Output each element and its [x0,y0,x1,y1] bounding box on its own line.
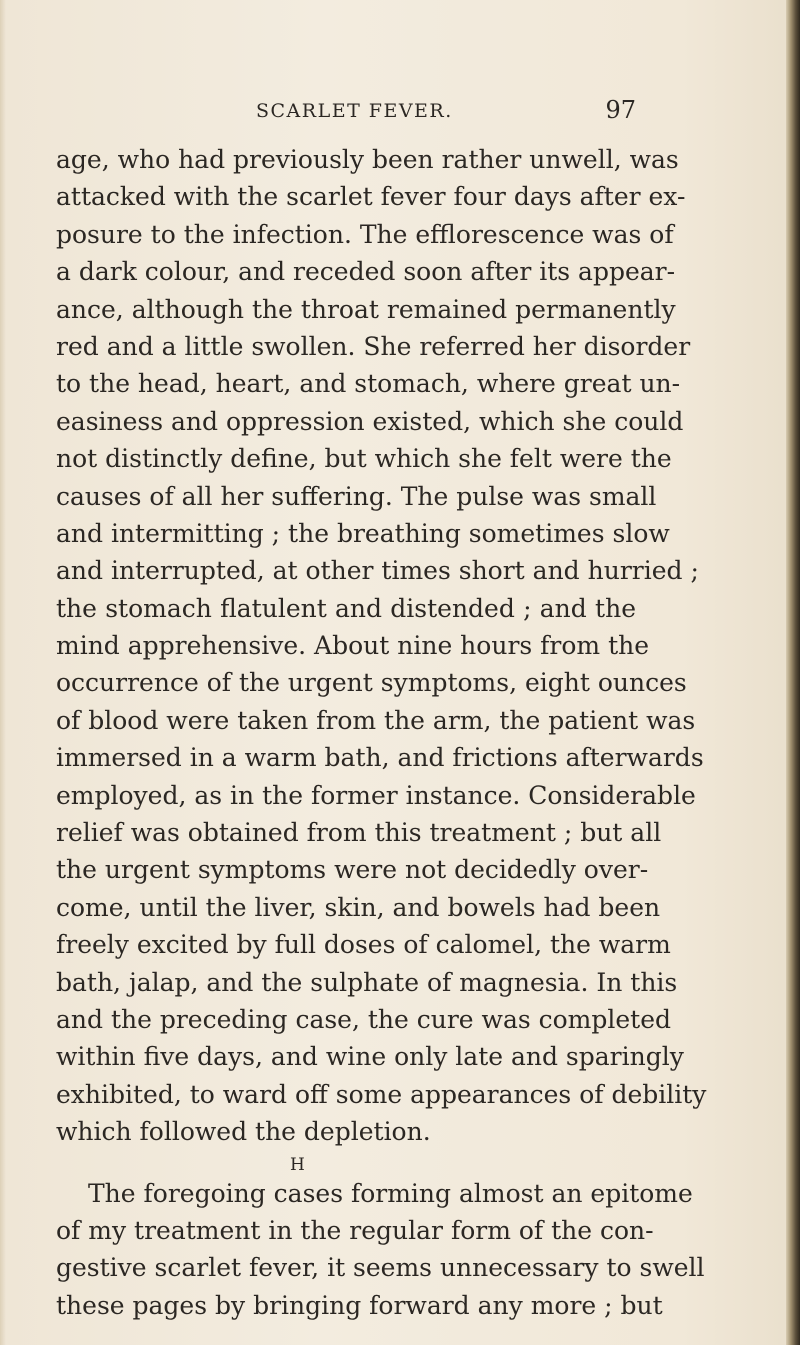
text-line: which followed the depletion. [56,1117,431,1147]
text-line: within five days, and wine only late and sparingly [56,1042,684,1072]
text-line: and interrupted, at other times short and hurried ; [56,556,699,586]
text-line: a dark colour, and receded soon after its appear- [56,257,676,287]
paragraph-2 [56,1175,705,1325]
text-line: ance, although the throat remained permanently [56,294,676,324]
text-line: of my treatment in the regular form of the con- [56,1215,654,1245]
text-line: of blood were taken from the arm, the patient was [56,705,696,735]
text-line: not distinctly define, but which she felt were the [56,444,672,474]
signature-mark: H [290,1155,306,1175]
text-line: immersed in a warm bath, and frictions afterwards [56,743,704,773]
running-title: SCARLET FEVER. [256,100,453,122]
text-line: employed, as in the former instance. Considerable [56,780,696,810]
text-line: to the head, heart, and stomach, where great un- [56,369,681,399]
text-line: attacked with the scarlet fever four days after ex- [56,182,686,212]
paragraph-gap [56,1151,636,1175]
text-line: come, until the liver, skin, and bowels had been [56,892,661,922]
page-binding-edge [786,0,800,1345]
text-line: the urgent symptoms were not decidedly over- [56,855,649,885]
text-line: gestive scarlet fever, it seems unnecessary to swell [56,1253,705,1283]
text-line: exhibited, to ward off some appearances of debility [56,1079,707,1109]
page-left-edge [0,0,6,1345]
text-line: bath, jalap, and the sulphate of magnesia. In this [56,967,678,997]
text-line: mind apprehensive. About nine hours from the [56,631,650,661]
text-line: causes of all her suffering. The pulse was small [56,481,657,511]
text-line: posure to the infection. The efflorescence was of [56,219,674,249]
text-line: age, who had previously been rather unwell, was [56,145,679,174]
text-line: red and a little swollen. She referred her disorder [56,331,691,361]
text-line: freely excited by full doses of calomel, the warm [56,930,671,960]
text-line: the stomach flatulent and distended ; and the [56,593,636,623]
text-line: and intermitting ; the breathing sometimes slow [56,518,670,548]
text-line: occurrence of the urgent symptoms, eight ounces [56,668,687,698]
text-line: these pages by bringing forward any more ; but [56,1290,663,1320]
paragraph-1 [56,141,707,1151]
body-text [56,141,707,1324]
text-line: easiness and oppression existed, which she could [56,406,684,436]
text-line: relief was obtained from this treatment ; but all [56,818,662,848]
running-head [56,96,636,130]
text-line: and the preceding case, the cure was completed [56,1004,672,1034]
text-line: The foregoing cases forming almost an epitome [88,1178,693,1208]
page-number: 97 [605,96,636,124]
